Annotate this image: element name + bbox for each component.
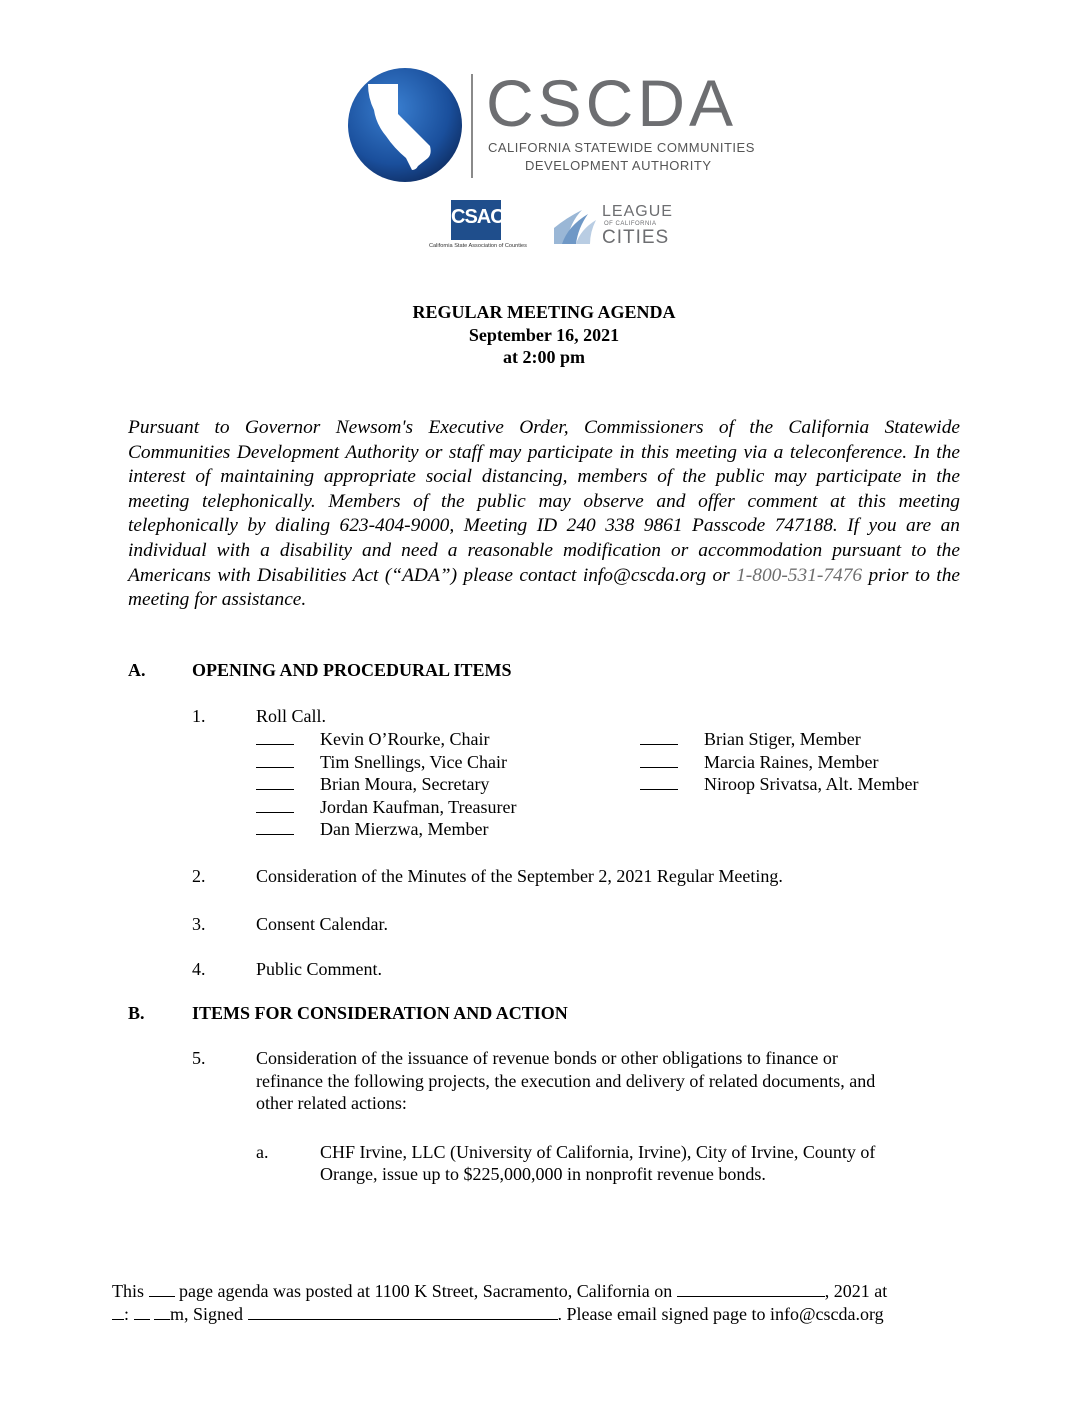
roll-call-blank[interactable]	[640, 773, 678, 796]
roll-call-blank[interactable]	[256, 751, 294, 774]
footer-colon: :	[124, 1304, 130, 1324]
intro-text-end: prior to the meeting for assistance.	[128, 564, 960, 611]
footer-line-2	[112, 1303, 884, 1326]
roll-call-member: Marcia Raines, Member	[704, 752, 879, 772]
item-number: 5.	[192, 1048, 206, 1068]
page-count-blank[interactable]	[149, 1280, 175, 1297]
footer-m-signed: m, Signed	[170, 1304, 244, 1324]
roll-call-blank[interactable]	[256, 728, 294, 751]
roll-call-member: Dan Mierzwa, Member	[320, 819, 489, 839]
roll-call-blank[interactable]	[640, 751, 678, 774]
csac-caption: California State Association of Counties	[429, 243, 527, 249]
date-blank[interactable]	[677, 1280, 825, 1297]
item-number: 1.	[192, 706, 206, 726]
footer-this: This	[112, 1281, 145, 1301]
roll-call-blank[interactable]	[256, 818, 294, 841]
league-text-1: LEAGUE	[602, 203, 673, 220]
roll-call-blank[interactable]	[640, 728, 678, 751]
ampm-blank[interactable]	[154, 1303, 170, 1320]
agenda-time: at 2:00 pm	[503, 347, 585, 367]
item-consent-calendar: Consent Calendar.	[256, 914, 388, 934]
item5-line: Consideration of the issuance of revenue bonds or other obligations to finance or	[256, 1048, 838, 1068]
phone-link[interactable]: 1-800-531-7476	[736, 564, 863, 586]
subitem-line: Orange, issue up to $225,000,000 in nonprofit revenue bonds.	[320, 1164, 766, 1184]
footer-posted: page agenda was posted at 1100 K Street, Sacramento, California on	[179, 1281, 673, 1301]
item-number: 3.	[192, 914, 206, 934]
item-roll-call: Roll Call.	[256, 706, 327, 726]
item-number: 4.	[192, 959, 206, 979]
cscda-wordmark: CSCDA	[486, 66, 738, 140]
hour-blank[interactable]	[112, 1303, 124, 1320]
roll-call-blank[interactable]	[256, 796, 294, 819]
intro-paragraph	[128, 416, 960, 613]
roll-call-member: Niroop Srivatsa, Alt. Member	[704, 774, 919, 794]
footer-year: , 2021 at	[824, 1281, 888, 1301]
agenda-title: REGULAR MEETING AGENDA	[412, 302, 676, 322]
cscda-subtitle-1: CALIFORNIA STATEWIDE COMMUNITIES	[488, 140, 755, 155]
league-swoosh-icon	[552, 206, 598, 246]
section-b-heading: ITEMS FOR CONSIDERATION AND ACTION	[192, 1003, 568, 1023]
league-text-2: OF CALIFORNIA	[604, 221, 657, 227]
cscda-logo	[346, 66, 755, 186]
roll-call-member: Jordan Kaufman, Treasurer	[320, 797, 517, 817]
league-of-cities-logo	[552, 200, 682, 250]
item-public-comment: Public Comment.	[256, 959, 382, 979]
item5-line: refinance the following projects, the execution and delivery of related documents, and	[256, 1071, 876, 1091]
roll-call-member: Kevin O’Rourke, Chair	[320, 729, 490, 749]
csac-logo	[418, 200, 538, 254]
roll-call-blank[interactable]	[256, 773, 294, 796]
roll-call-member: Brian Moura, Secretary	[320, 774, 490, 794]
agenda-date: September 16, 2021	[468, 325, 620, 345]
roll-call-member: Tim Snellings, Vice Chair	[320, 752, 507, 772]
footer-email-note: . Please email signed page to info@cscda.org	[557, 1304, 884, 1324]
subitem-line: CHF Irvine, LLC (University of California, Irvine), City of Irvine, County of	[320, 1142, 876, 1162]
subitem-letter: a.	[256, 1142, 269, 1162]
california-seal-icon	[346, 66, 464, 184]
item5-line: other related actions:	[256, 1093, 407, 1113]
signature-blank[interactable]	[248, 1303, 558, 1320]
league-text-3: CITIES	[602, 227, 670, 248]
minute-blank[interactable]	[134, 1303, 150, 1320]
section-b-letter: B.	[128, 1003, 145, 1023]
cscda-subtitle-2: DEVELOPMENT AUTHORITY	[525, 158, 712, 173]
item-number: 2.	[192, 866, 206, 886]
intro-text: Pursuant to Governor Newsom's Executive Order, Commissioners of the California Statewide Communities Development Authority or staff may participate in this meeting via a teleconference. In the interest of maintaining appropriate social distancing, members of the public may participate in the meeting telephonically. Members of the public may observe and offer comment at this meeting telephonically by dialing 623-404-9000, Meeting ID 240 338 9861 Passcode 747188. If you are an individual with a disability and need a reasonable modification or accommodation pursuant to the Americans with Disabilities Act (“ADA”) please contact info@cscda.org or	[128, 417, 960, 586]
csac-letters: CSAC	[451, 206, 504, 228]
footer-line-1	[112, 1280, 887, 1303]
logo-divider	[471, 74, 473, 178]
item-minutes: Consideration of the Minutes of the September 2, 2021 Regular Meeting.	[256, 866, 783, 886]
section-a-letter: A.	[128, 660, 146, 680]
section-a-heading: OPENING AND PROCEDURAL ITEMS	[192, 660, 512, 680]
roll-call-member: Brian Stiger, Member	[704, 729, 861, 749]
